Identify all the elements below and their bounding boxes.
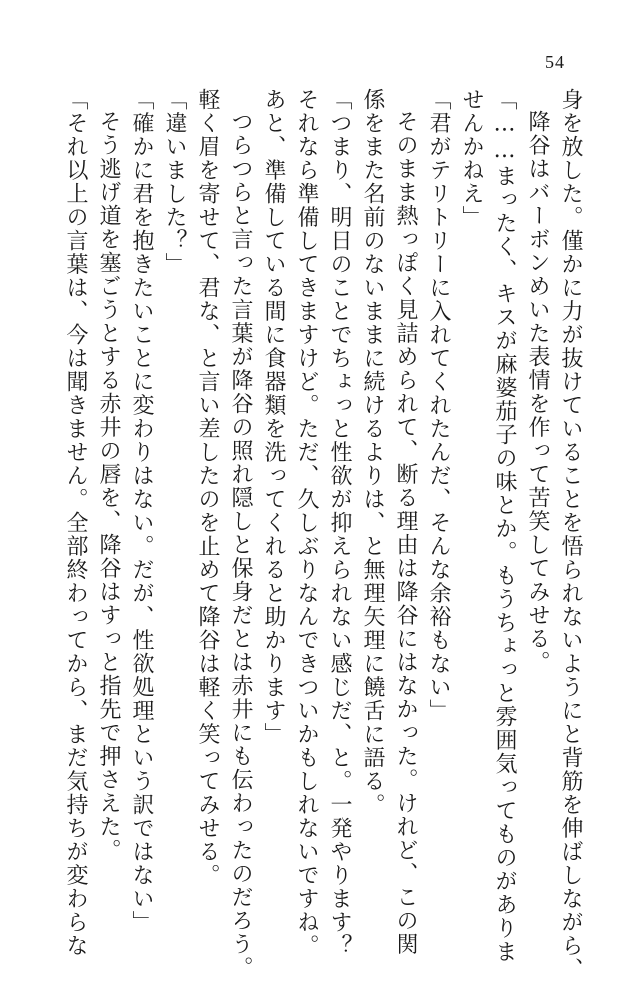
text-line: そのまま熱っぽく見詰められて、断る理由は降谷にはなかった。けれど、この関	[393, 110, 418, 956]
text-line: 「確かに君を抱きたいことに変わりはない。だが、性欲処理という訳ではない」	[129, 88, 154, 934]
text-line: 係をまた名前のないままに続けるよりは、と無理矢理に饒舌に語る。	[360, 88, 385, 817]
text-line: 降谷はバーボンめいた表情を作って苦笑してみせる。	[525, 110, 550, 674]
text-line: 「それ以上の言葉は、今は聞きません。全部終わってから、まだ気持ちが変わらな	[63, 88, 88, 958]
text-line: つらつらと言った言葉が降谷の照れ隠しと保身だとは赤井にも伝わったのだろう。	[228, 110, 253, 980]
text-line: せんかねえ」	[459, 88, 484, 229]
text-line: それなら準備してきますけど。ただ、久しぶりなんできついかもしれないですね。	[294, 88, 319, 958]
text-line: 「違いました？」	[162, 88, 187, 276]
text-line: そう逃げ道を塞ごうとする赤井の唇を、降谷はすっと指先で押さえた。	[96, 110, 121, 862]
text-line: 「つまり、明日のことでちょっと性欲が抑えられない感じだ、と。一発やります？	[327, 88, 352, 958]
text-line: あと、準備している間に食器類を洗ってくれると助かります」	[261, 88, 286, 746]
novel-text-block	[59, 88, 587, 981]
text-line: 「君がテリトリーに入れてくれたんだ、そんな余裕もない」	[426, 88, 451, 723]
text-line: 「……まったく、キスが麻婆茄子の味とか。もうちょっと雰囲気ってものがありま	[492, 88, 517, 964]
text-line: 軽く眉を寄せて、君な、と言い差したのを止めて降谷は軽く笑ってみせる。	[195, 88, 220, 887]
text-line: 身を放した。僅かに力が抜けていることを悟られないようにと背筋を伸ばしながら、	[558, 88, 583, 981]
page-number: 54	[545, 52, 565, 72]
